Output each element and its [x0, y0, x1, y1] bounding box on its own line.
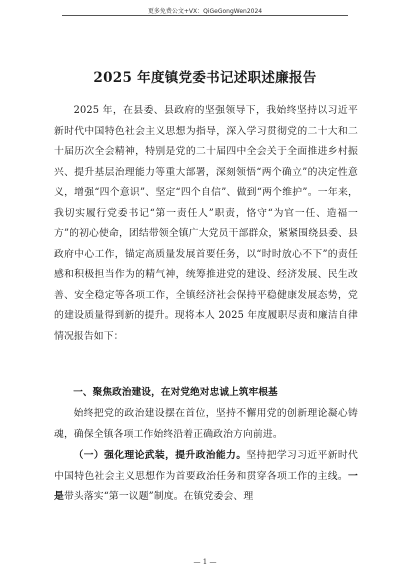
section-1-paragraph: 始终把党的政治建设摆在首位，坚持不懈用党的创新理论凝心铸魂，确保全镇各项工作始终沿着正确政治方向前进。 — [54, 408, 358, 440]
document-title: 2025 年度镇党委书记述职述廉报告 — [93, 70, 317, 86]
intro-paragraph: 2025 年，在县委、县政府的坚强领导下，我始终坚持以习近平新时代中国特色社会主义思想为指导，深入学习贯彻党的二十大和二十届历次全会精神，特别是党的二十届四中全会关于全面推进乡村振兴、提升基层治理能力等重大部署，深刻领悟“两个确立”的决定性意义，增强“四个意识”、坚定“四个自信”、做到“两个维护”。一年来，我切实履行党委书记“第一责任人”职责，恪守“为官一任、造福一方”的初心使命，团结带领全镇广大党员干部群众，紧紧围绕县委、县政府中心工作，锚定高质量发展首要任务，以“时时放心不下”的责任感和积极担当作为的精气神，统筹推进党的建设、经济发展、民生改善、安全稳定等各项工作，全镇经济社会保持平稳健康发展态势，党的建设质量得到新的提升。现将本人 2025 年度履职尽责和廉洁自律情况报告如下： — [54, 105, 358, 342]
page-header: 更多免费公文+VX：QiGeGongWen2024 — [147, 8, 263, 15]
section-heading-1: 一、聚焦政治建设，在对党绝对忠诚上筑牢根基 — [73, 387, 278, 398]
subsection-heading: （一）强化理论武装，提升政治能力。 — [73, 450, 247, 461]
subsection-text: 坚持把学习习近平新时代中国特色社会主义思想作为首要政治任务和贯穿各项工作的主线。 — [54, 450, 358, 482]
ordinal-marker: 一是 — [54, 470, 358, 502]
header-divider — [62, 15, 348, 16]
subsection-paragraph — [54, 446, 358, 508]
page-number: — 1 — — [193, 558, 217, 566]
subsection-text-continued: 带头落实“第一议题”制度。在镇党委会、理 — [63, 491, 254, 502]
